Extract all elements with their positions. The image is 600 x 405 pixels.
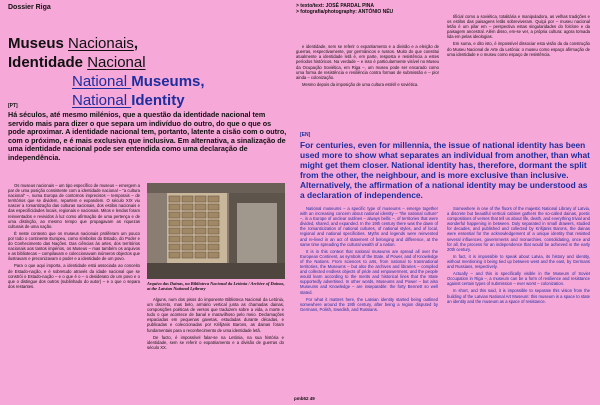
title-line-4: National Identity	[72, 92, 185, 109]
title-line-2: Identidade Nacional	[8, 54, 146, 71]
language-tag-pt: [PT]	[8, 103, 18, 109]
paragraph: It is in this context that national museums are spread all over the European Continent, as symbols of the State, of Power, and of Knowledge of the Nations. From sciences to arts, from national to transnational territories, the Museums – but also the archives and libraries – compiled and collected endless objects of pride and empowerment, and the people would learn according to the merits and historical lines that the State supportedly advertised. In other words, Museums and Power – but also Museums and Knowledge – are inseparable: the forty Bennett so well stated.	[300, 248, 438, 295]
paragraph: Alguns, num dos pisos do imponente Biblioteca Nacional da Letónia, um discreto, mas belo, armário vertical junta as chamadas dainas, composições poéticas de versos que traduzem sobre a vida, a morte e tudo o que acontece de banal e maravilhoso pelo meio. Declamações espaciadas em pequenas gavetas, estudadas durante décadas, e publicadas e coleccionadas por Krišjānis Barons, as dainas foram fundamentais para o reconhecimento de uma identidade letã.	[147, 297, 284, 333]
text-credit: > texto/text: JOSÉ PARDAL PINA	[296, 3, 375, 9]
photo-caption: Arquivo das Dainas, na Biblioteca Nacional da Letónia / Archive of Dainas, at the Latvian National Lyibrary	[147, 281, 285, 292]
paragraph: Em suma, e dito isto, é impossível dissociar esta visão da da construção do Museu Nacional de Arte da Letónia: o museu como espaço afirmação de uma identidade e o museu como espaço de resistência.	[447, 41, 590, 57]
paragraph: e identidade, sem se referir o expatriamento e a divisão e a eleição de guerras, respectivamente, por germânicos e russos. Muito do que constitui atualmente a identidade letã é, em parte, resposta e resistência a estes períodos históricos. Na verdade – e isso é particularmente visível no Museu da Ocupação Soviética, em Riga –, um museu pode ser encarado como uma forma de resistência e resiliência contra formas de submissão e – pior ainda – colonização.	[296, 44, 439, 80]
paragraph: In short, and this said, it is impossible to separate this vision from the building of the Latvian National Art Museum: this museum is a space to state an identity and the museum as a space of resistance.	[447, 288, 590, 304]
paragraph: For what it matters here, the Latvian identity started being outlined somewhere around the 19th century, after being a region disputed by Germans, Polish, Swedish, and Russians.	[300, 296, 438, 312]
paragraph: In fact, it is impossible to speak about Latvia, its history and identity, without mentioning it being tied up between west and the east, by Germans and Russians, respectively.	[447, 253, 590, 270]
paragraph: Somewhere in one of the floors of the majestic National Library of Latvia, a discrete but beautiful vertical cabinet gathers the so-called dainas, poetic compositions of verses that tell us about life, death, and everything trivial and wonderful happening in between. Duly separated in small drawers, studied for decades, and published and collected by Krišjānis Barons, the dainas were essential for the acknowledgement of a unique identity that resisted several influences, governments and monarchies, consolidating, once and for all, the process for an independence that would be achieved in the early 20th century.	[447, 206, 590, 252]
body-column-en-1	[300, 206, 438, 314]
article-title	[8, 34, 205, 110]
paragraph: Os museus nacionais – um tipo específico de museus – emergem a par de uma posição consistente com a identidade nacional – “a cultura nacional” –, numa Europa de contornos imprecisos – temporais – de territórios que se dividem, repartem e expandem. O século XIX viu nascer a romantização das culturas nacionais, dos estilos nacionais e das especificidades locais, regionais e nacionais. Mitos e lendas foram reinventados e revividos à luz como afirmação de uma pertença e de uma distinção, ao mesmo tempo que propagavam as riquezas culturais de uma nação.	[8, 183, 140, 229]
lead-paragraph-en: For centuries, even for millennia, the issue of national identity has been used more to show what separates an individual from another, than what might get them closer. National identity has, therefore, dormant the split from the other, the neighbour, and is more exclusive than inclusive. Alternatively, the affirmation of a national identity may be understood as a declaration of independence.	[300, 140, 590, 200]
body-column-pt-2	[147, 297, 284, 352]
language-tag-en: [EN]	[300, 132, 311, 138]
paragraph: Mesmo depois da imposição de uma cultura estéril e soviética.	[302, 81, 419, 87]
paragraph: National museums – a specific type of museums – emerge together with an increasing concern about national identity – “the national culture” –, in a Europe of unclear outlines – always bellic –, of territories that were divided, shared, and expanded. In the 19th century there was the dawn of the romanticization of national cultures, of national styles, and of local, regional and national specificities. Myths and legends were reinvented and re-lived in an act of statement of belonging and difference, at the same time spreading the cultural wealth of a nation.	[300, 206, 438, 247]
title-line-1: Museus Nacionais,	[8, 35, 139, 52]
paragraph: É neste contexto que os museus nacionais proliferam um pouco por todo o continente Europeu, como símbolos do Estado, do Poder e do Conhecimento das Nações. Das ciências às artes, dos territórios nacionais aos tantos impérios, os Museus – mas também os arquivos e as bibliotecas – compilavam e coleccionavam inúmeros objectos que ilustravam e preconizavam o poder e a identidade de um povo.	[8, 230, 140, 262]
body-column-top-right	[447, 4, 590, 59]
body-column-top-middle	[296, 4, 439, 89]
body-column-pt-1	[8, 183, 140, 291]
paragraph: Actually – and this is specifically visible in the Museum of Soviet Occupation in Riga –, a museum can be a form of resilience and resistance against certain types of submission – ever worst – colonization.	[447, 271, 590, 287]
photo-credit: > fotografia/photography: ANTÓNIO NÉU	[296, 9, 394, 16]
paragraph: Para o que aqui importa, a identidade está associada ao conceito de Estado-nação, e é sobretudo através da idade nacional que se constrói o Estado-nação – e o que é o – o desiderato de um povo e o que o distingue dos outros (sublinhado do autor) – e o que o separa dos restantes.	[8, 263, 140, 289]
lead-paragraph-pt: Há séculos, até mesmo milénios, que a questão da identidade nacional tem servido mais para dizer o que separa um indivíduo do outro, do que o que os pode aproximar. A identidade nacional tem, portanto, latente a cisão com o outro, com o próximo, e é mais exclusiva que inclusiva. Em alternativa, a sinalização de uma identidade nacional pode ser entendida como uma declaração de independência.	[8, 110, 287, 162]
page-folio: pmb52 49	[294, 396, 315, 401]
archive-photo	[147, 183, 285, 279]
paragraph: De facto, é impossível falar-se na Letónia, na sua história e identidade, sem se referir o expatriamento e a divisão de guerras do século XX.	[147, 334, 284, 350]
body-column-en-2	[447, 206, 590, 306]
section-label: Dossier Riga	[8, 4, 51, 11]
paragraph: tificial como a soviética, totalitária e manipuladora, as velhas tradições e os estilos das paisagens letãs sobreviveram. Quiçá por – museu nacional letão é um pilar em – perspectiva estas singularidades do folclore e da paisagem ancestral. Além disso, em-se ver, a própria cultura: agora tomada lida em pelas ideologias.	[447, 14, 590, 40]
title-line-3: National Museums,	[72, 73, 205, 90]
